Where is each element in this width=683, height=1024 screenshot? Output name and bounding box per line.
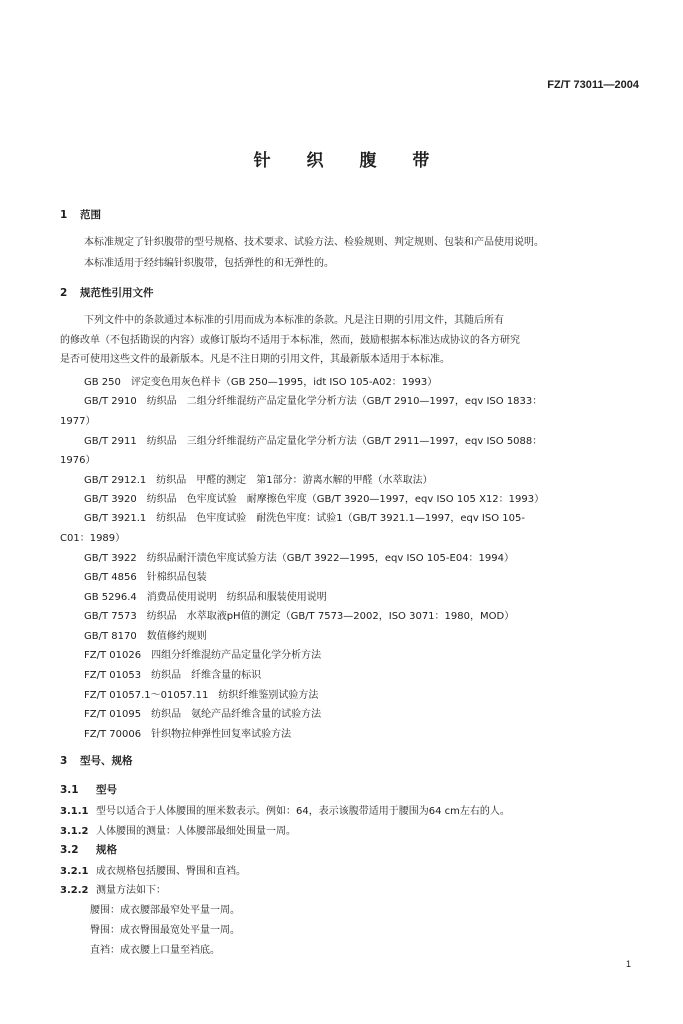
clause-3-2-2 [60, 881, 166, 896]
section-2-heading [60, 285, 154, 300]
clause-text: 成衣规格包括腰围、臀围和直裆。 [96, 866, 246, 877]
section-3-number: 3 [60, 755, 68, 767]
clause-3-2-1 [60, 862, 246, 877]
clause-number: 3.2 [60, 844, 79, 856]
clause-text: 人体腰围的测量：人体腰部最细处围量一周。 [96, 826, 296, 837]
section-2-intro-line-1: 下列文件中的条款通过本标准的引用而成为本标准的条款。凡是注日期的引用文件，其随后所有 [84, 315, 504, 326]
clause-3-1-1 [60, 802, 510, 817]
ref-item: GB/T 2912.1 纺织品 甲醛的测定 第1部分：游离水解的甲醛（水萃取法） [84, 475, 433, 486]
ref-item: GB/T 8170 数值修约规则 [84, 631, 207, 642]
page-number: 1 [625, 959, 631, 969]
section-1-heading [60, 207, 101, 222]
ref-item: FZ/T 01053 纺织品 纤维含量的标识 [84, 670, 262, 681]
ref-item: GB 5296.4 消费品使用说明 纺织品和服装使用说明 [84, 592, 327, 603]
ref-item: FZ/T 01057.1～01057.11 纺织纤维鉴别试验方法 [84, 690, 319, 701]
section-1-number: 1 [60, 209, 68, 221]
clause-number: 3.1.2 [60, 826, 89, 837]
section-3-heading [60, 753, 133, 768]
section-2-number: 2 [60, 287, 68, 299]
clause-text: 测量方法如下： [96, 885, 166, 896]
document-title: 针 织 腹 带 [253, 151, 445, 171]
clause-number: 3.2.2 [60, 885, 89, 896]
ref-item: FZ/T 70006 针织物拉伸弹性回复率试验方法 [84, 729, 292, 740]
ref-item: GB/T 2910 纺织品 二组分纤维混纺产品定量化学分析方法（GB/T 2910—1997，eqv ISO 1833： [84, 396, 543, 407]
section-2-intro-line-3: 是否可使用这些文件的最新版本。凡是不注日期的引用文件，其最新版本适用于本标准。 [60, 354, 450, 365]
ref-item-continued: C01：1989） [60, 533, 126, 544]
clause-title: 型号 [96, 784, 117, 796]
ref-item: GB/T 4856 针棉织品包装 [84, 572, 207, 583]
section-2-intro-line-2: 的修改单（不包括勘误的内容）或修订版均不适用于本标准，然而，鼓励根据本标准达成协议的各方研究 [60, 335, 520, 346]
clause-number: 3.1.1 [60, 806, 89, 817]
ref-item: GB 250 评定变色用灰色样卡（GB 250—1995，idt ISO 105-A02：1993） [84, 377, 438, 388]
clause-text: 型号以适合于人体腰围的厘米数表示。例如：64，表示该腹带适用于腰围为64 cm左右的人。 [96, 806, 510, 817]
section-1-line-2: 本标准适用于经纬编针织腹带，包括弹性的和无弹性的。 [84, 258, 334, 269]
ref-item-continued: 1977） [60, 416, 96, 427]
ref-item: GB/T 2911 纺织品 三组分纤维混纺产品定量化学分析方法（GB/T 2911—1997，eqv ISO 5088： [84, 436, 543, 447]
clause-3-1 [60, 782, 117, 797]
ref-item: GB/T 7573 纺织品 水萃取液pH值的测定（GB/T 7573—2002，ISO 3071：1980，MOD） [84, 611, 515, 622]
clause-number: 3.2.1 [60, 866, 89, 877]
clause-title: 规格 [96, 844, 117, 856]
standard-code: FZ/T 73011—2004 [547, 79, 639, 91]
section-3-title: 型号、规格 [80, 755, 133, 767]
section-2-title: 规范性引用文件 [80, 287, 154, 299]
ref-item: GB/T 3920 纺织品 色牢度试验 耐摩擦色牢度（GB/T 3920—1997，eqv ISO 105 X12：1993） [84, 494, 545, 505]
section-1-title: 范围 [80, 209, 101, 221]
ref-item: FZ/T 01095 纺织品 氨纶产品纤维含量的试验方法 [84, 709, 322, 720]
section-1-line-1: 本标准规定了针织腹带的型号规格、技术要求、试验方法、检验规则、判定规则、包装和产品使用说明。 [84, 237, 544, 248]
clause-3-2 [60, 842, 117, 857]
measure-waist: 腰围：成衣腰部最窄处平量一周。 [90, 905, 240, 916]
clause-3-1-2 [60, 822, 296, 837]
measure-rise: 直裆：成衣腰上口量至裆底。 [90, 945, 220, 956]
clause-number: 3.1 [60, 784, 79, 796]
ref-item: GB/T 3921.1 纺织品 色牢度试验 耐洗色牢度：试验1（GB/T 3921.1—1997，eqv ISO 105- [84, 513, 525, 524]
ref-item-continued: 1976） [60, 455, 96, 466]
ref-item: GB/T 3922 纺织品耐汗渍色牢度试验方法（GB/T 3922—1995，eqv ISO 105-E04：1994） [84, 553, 515, 564]
measure-hip: 臀围：成衣臀围最宽处平量一周。 [90, 925, 240, 936]
ref-item: FZ/T 01026 四组分纤维混纺产品定量化学分析方法 [84, 650, 322, 661]
